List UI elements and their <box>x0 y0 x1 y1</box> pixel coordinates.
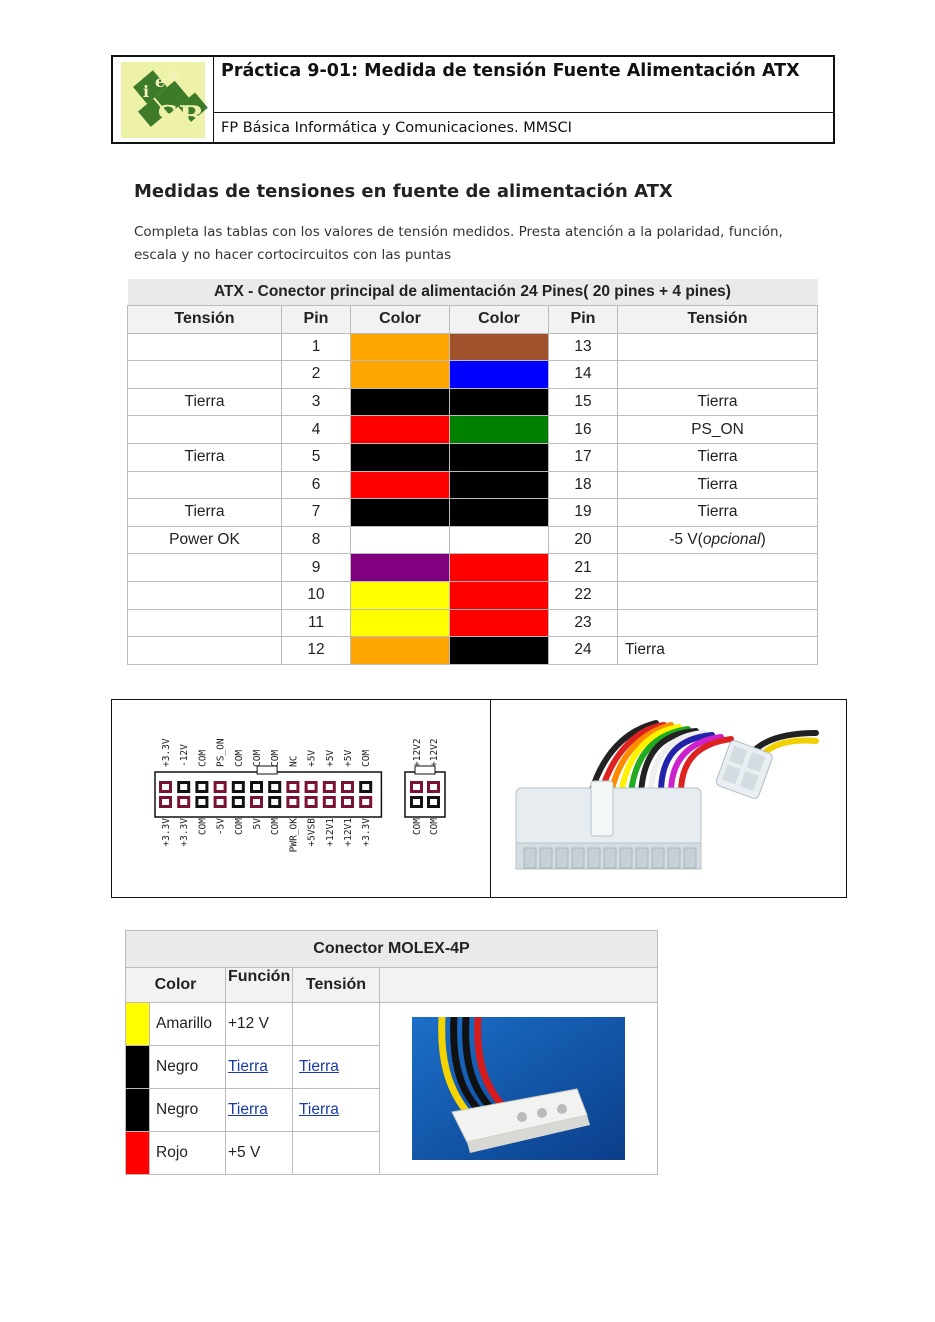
pin-label-top: +5V <box>324 749 336 767</box>
pin-socket-hole <box>344 799 351 805</box>
voltage-cell <box>128 361 282 389</box>
voltage-cell: Tierra <box>618 471 818 499</box>
voltage-cell: -5 V(opcional) <box>618 526 818 554</box>
wire-color-swatch <box>351 416 450 444</box>
pin-cell: 21 <box>549 554 618 582</box>
table-caption: ATX - Conector principal de alimentación 24 Pines( 20 pines + 4 pines) <box>128 279 818 306</box>
voltage-cell: Tierra <box>128 443 282 471</box>
pin-socket-hole <box>271 799 278 805</box>
wire-color-swatch <box>450 416 549 444</box>
table-row <box>128 361 818 389</box>
voltage-cell <box>618 581 818 609</box>
wire-color-swatch <box>450 471 549 499</box>
pin-label-top: COM <box>197 749 209 767</box>
wire-color-swatch <box>126 1089 150 1132</box>
pin-label-top: -12V <box>179 744 191 767</box>
molex-4p-table <box>125 930 658 1175</box>
wire-color-swatch <box>450 499 549 527</box>
pin-socket-hole <box>162 799 169 805</box>
column-header: Tensión <box>128 306 282 334</box>
pin-cell: 10 <box>282 581 351 609</box>
pin-socket-hole <box>271 784 278 790</box>
pin-label-bottom: +12V1 <box>343 818 354 847</box>
molex-table-body <box>126 1003 658 1175</box>
table-row <box>128 609 818 637</box>
pin-cell: 3 <box>282 388 351 416</box>
voltage-cell <box>618 361 818 389</box>
pin-cell: 8 <box>282 526 351 554</box>
pin-cell: 20 <box>549 526 618 554</box>
table-row <box>128 333 818 361</box>
color-name-cell: Rojo <box>150 1132 226 1175</box>
voltage-cell: PS_ON <box>618 416 818 444</box>
pin-cell: 13 <box>549 333 618 361</box>
table-row <box>126 1003 658 1046</box>
wire-color-swatch <box>351 471 450 499</box>
wire-color-swatch <box>351 443 450 471</box>
tierra-link[interactable]: Tierra <box>228 1101 268 1118</box>
pin-cell: 16 <box>549 416 618 444</box>
column-header: Tensión <box>293 968 380 1003</box>
wire-color-swatch <box>351 333 450 361</box>
voltage-cell: Tierra <box>618 388 818 416</box>
column-header: Color <box>126 968 226 1003</box>
pin-label-top: +12V2 <box>429 738 440 767</box>
wire-color-swatch <box>351 581 450 609</box>
wire-color-swatch <box>126 1003 150 1046</box>
voltage-cell <box>128 554 282 582</box>
voltage-cell <box>618 609 818 637</box>
header-divider <box>213 112 833 113</box>
atx-24pin-table <box>127 279 818 665</box>
pin-cell: 19 <box>549 499 618 527</box>
pin-cell: 15 <box>549 388 618 416</box>
wire-color-swatch <box>351 499 450 527</box>
pin-cell: 23 <box>549 609 618 637</box>
molex-photo-cell <box>380 1003 658 1175</box>
pin-label-top: +5V <box>306 749 318 767</box>
voltage-cell[interactable] <box>293 1046 380 1089</box>
pin-cell: 11 <box>282 609 351 637</box>
pin-cell: 1 <box>282 333 351 361</box>
voltage-cell <box>293 1132 380 1175</box>
color-name-cell: Negro <box>150 1046 226 1089</box>
school-logo <box>113 57 214 142</box>
wire-color-swatch <box>126 1046 150 1089</box>
table-row <box>128 443 818 471</box>
function-cell: +12 V <box>226 1003 293 1046</box>
pin-cell: 22 <box>549 581 618 609</box>
pin-cell: 9 <box>282 554 351 582</box>
document-subtitle: FP Básica Informática y Comunicaciones. MMSCI <box>221 120 572 136</box>
pin-socket-hole <box>362 799 369 805</box>
column-header: Tensión <box>618 306 818 334</box>
pin-socket-hole <box>362 784 369 790</box>
pin-socket-hole <box>235 784 242 790</box>
pin-label-top: +3.3V <box>161 738 172 767</box>
voltage-cell <box>618 333 818 361</box>
pin-socket-hole <box>308 799 315 805</box>
pin-socket-hole <box>198 784 205 790</box>
column-header: Pin <box>282 306 351 334</box>
connector-body <box>155 772 381 817</box>
table-row <box>128 471 818 499</box>
pin-label-top: COM <box>270 749 282 767</box>
wire-color-swatch <box>351 388 450 416</box>
table-row <box>128 637 818 665</box>
voltage-cell <box>128 471 282 499</box>
column-header: Color <box>351 306 450 334</box>
pin-label-top: +12V2 <box>412 738 423 767</box>
pin-label-top: COM <box>361 749 373 767</box>
wire-color-swatch <box>351 361 450 389</box>
document-title: Práctica 9-01: Medida de tensión Fuente Alimentación ATX <box>221 61 800 81</box>
pin-socket-hole <box>217 799 224 805</box>
pin-label-bottom: +3.3V <box>161 818 172 847</box>
pin-socket-hole <box>180 799 187 805</box>
wire-color-swatch <box>450 609 549 637</box>
pin-label-bottom: +3.3V <box>361 818 373 847</box>
function-cell: +5 V <box>226 1132 293 1175</box>
voltage-cell: Tierra <box>618 499 818 527</box>
pin-cell: 5 <box>282 443 351 471</box>
pin-cell: 18 <box>549 471 618 499</box>
pin-label-bottom: COM <box>270 818 282 836</box>
atx-connector-photo <box>496 703 846 893</box>
svg-text:e: e <box>155 72 166 91</box>
pin-label-bottom: COM <box>197 818 209 836</box>
wire-color-swatch <box>450 443 549 471</box>
pin-cell: 4 <box>282 416 351 444</box>
table-row <box>128 581 818 609</box>
pin-cell: 14 <box>549 361 618 389</box>
svg-text:s: s <box>169 64 179 83</box>
function-cell[interactable] <box>226 1046 293 1089</box>
pin-socket-hole <box>308 784 315 790</box>
voltage-cell: Tierra <box>618 637 818 665</box>
pin-cell: 24 <box>549 637 618 665</box>
pin-socket-hole <box>289 784 296 790</box>
column-header: Color <box>450 306 549 334</box>
pin-label-top: +5V <box>343 749 354 767</box>
table-row <box>128 526 818 554</box>
wire-color-swatch <box>351 637 450 665</box>
section-title: Medidas de tensiones en fuente de alimentación ATX <box>134 181 673 202</box>
pin-socket-hole <box>326 784 333 790</box>
table-row <box>128 416 818 444</box>
wire-color-swatch <box>126 1132 150 1175</box>
voltage-cell <box>128 637 282 665</box>
pin-label-top: PS_ON <box>215 738 227 767</box>
connector-figure-frame <box>111 699 847 898</box>
voltage-cell <box>128 333 282 361</box>
table-row <box>128 499 818 527</box>
svg-text:SB: SB <box>157 100 205 135</box>
pin-socket-hole <box>344 784 351 790</box>
voltage-cell <box>128 581 282 609</box>
voltage-cell: Power OK <box>128 526 282 554</box>
aux-connector-body <box>405 772 445 817</box>
atx-pinout-diagram <box>112 700 488 896</box>
atx-table-body <box>128 333 818 664</box>
tierra-link[interactable]: Tierra <box>299 1101 339 1118</box>
molex-connector-photo <box>412 1017 625 1160</box>
voltage-cell <box>618 554 818 582</box>
svg-text:i: i <box>143 82 150 101</box>
pin-cell: 7 <box>282 499 351 527</box>
intro-line: Completa las tablas con los valores de tensión medidos. Presta atención a la polaridad, función, <box>134 224 783 240</box>
pin-socket-hole <box>162 784 169 790</box>
pin-socket-hole <box>217 784 224 790</box>
wire-color-swatch <box>351 554 450 582</box>
pin-label-top: COM <box>252 749 263 767</box>
pin-socket-hole <box>253 784 260 790</box>
pin-cell: 17 <box>549 443 618 471</box>
pin-socket-hole <box>235 799 242 805</box>
pin-socket-hole <box>180 784 187 790</box>
function-cell[interactable] <box>226 1089 293 1132</box>
color-name-cell: Negro <box>150 1089 226 1132</box>
wire-color-swatch <box>450 361 549 389</box>
pin-socket-hole <box>430 784 437 790</box>
pin-label-bottom: 5V <box>252 818 263 830</box>
intro-paragraph <box>134 221 824 267</box>
pin-label-bottom: +12V1 <box>324 818 336 847</box>
pin-cell: 2 <box>282 361 351 389</box>
wire-color-swatch <box>450 554 549 582</box>
pin-label-top: COM <box>233 749 245 767</box>
tierra-link[interactable]: Tierra <box>228 1058 268 1075</box>
pin-socket-hole <box>413 784 420 790</box>
tierra-link[interactable]: Tierra <box>299 1058 339 1075</box>
pin-label-bottom: -5V <box>215 818 227 836</box>
pin-label-bottom: +3.3V <box>179 818 191 847</box>
pin-label-bottom: COM <box>429 818 440 836</box>
pin-label-bottom: COM <box>233 818 245 836</box>
wire-color-swatch <box>450 333 549 361</box>
voltage-cell <box>128 416 282 444</box>
pin-socket-hole <box>326 799 333 805</box>
pin-label-bottom: PWR_OK <box>288 818 300 853</box>
wire-color-swatch <box>450 388 549 416</box>
color-name-cell: Amarillo <box>150 1003 226 1046</box>
pin-socket-hole <box>289 799 296 805</box>
column-header: Función <box>226 968 293 1003</box>
wire-color-swatch <box>450 526 549 554</box>
voltage-cell <box>293 1003 380 1046</box>
figure-divider <box>490 700 491 897</box>
pin-label-bottom: +5VSB <box>306 818 318 847</box>
pin-socket-hole <box>253 799 260 805</box>
table-caption: Conector MOLEX-4P <box>126 931 658 968</box>
wire-color-swatch <box>351 526 450 554</box>
intro-line: escala y no hacer cortocircuitos con las puntas <box>134 247 452 263</box>
pin-label-top: NC <box>288 755 300 767</box>
voltage-cell <box>128 609 282 637</box>
table-row <box>128 388 818 416</box>
column-header: Pin <box>549 306 618 334</box>
pin-label-bottom: COM <box>412 818 423 836</box>
voltage-cell: Tierra <box>128 388 282 416</box>
wire-color-swatch <box>351 609 450 637</box>
table-row <box>128 554 818 582</box>
voltage-cell[interactable] <box>293 1089 380 1132</box>
pin-socket-hole <box>198 799 205 805</box>
wire-color-swatch <box>450 637 549 665</box>
document-header <box>111 55 835 144</box>
pin-cell: 12 <box>282 637 351 665</box>
voltage-cell: Tierra <box>618 443 818 471</box>
pin-socket-hole <box>413 799 420 805</box>
voltage-cell: Tierra <box>128 499 282 527</box>
pin-cell: 6 <box>282 471 351 499</box>
wire-color-swatch <box>450 581 549 609</box>
pin-socket-hole <box>430 799 437 805</box>
header-empty-cell <box>380 968 658 1003</box>
